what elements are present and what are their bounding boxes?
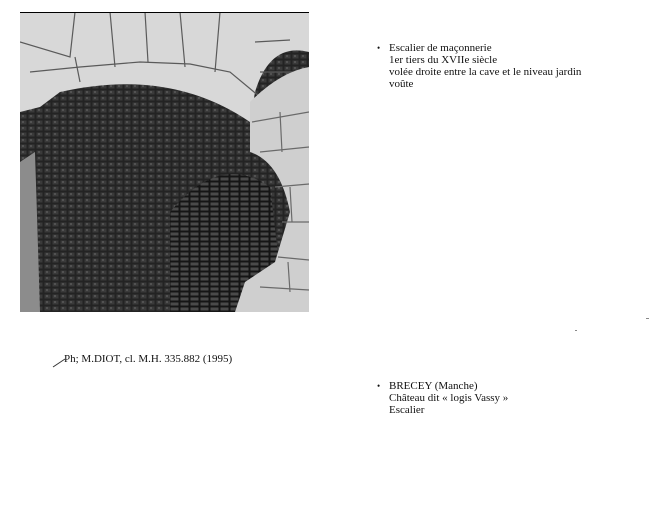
caption-top-line-1: Escalier de maçonnerie	[389, 42, 492, 54]
caption-top-line-2: 1er tiers du XVIIe siècle	[389, 54, 498, 66]
caption-top	[377, 42, 581, 90]
caption-bottom-item	[377, 380, 508, 416]
scan-speck	[646, 318, 649, 319]
caption-top-item	[377, 42, 581, 90]
caption-bottom-line-2: Château dit « logis Vassy »	[389, 392, 509, 404]
photo-credit: Ph; M.DIOT, cl. M.H. 335.882 (1995)	[64, 353, 233, 365]
bullet-icon: •	[377, 381, 381, 391]
caption-top-lines	[389, 42, 581, 90]
photo-staircase-vault	[20, 12, 309, 312]
vault-drawing	[20, 12, 309, 312]
caption-bottom-line-3: Escalier	[389, 404, 425, 416]
caption-bottom	[377, 380, 508, 416]
caption-top-line-4: voûte	[389, 78, 414, 90]
scan-speck	[575, 330, 577, 331]
caption-top-line-3: volée droite entre la cave et le niveau jardin	[389, 66, 582, 78]
caption-bottom-line-1: BRECEY (Manche)	[389, 380, 478, 392]
caption-bottom-lines	[389, 380, 508, 416]
bullet-icon: •	[377, 43, 381, 53]
